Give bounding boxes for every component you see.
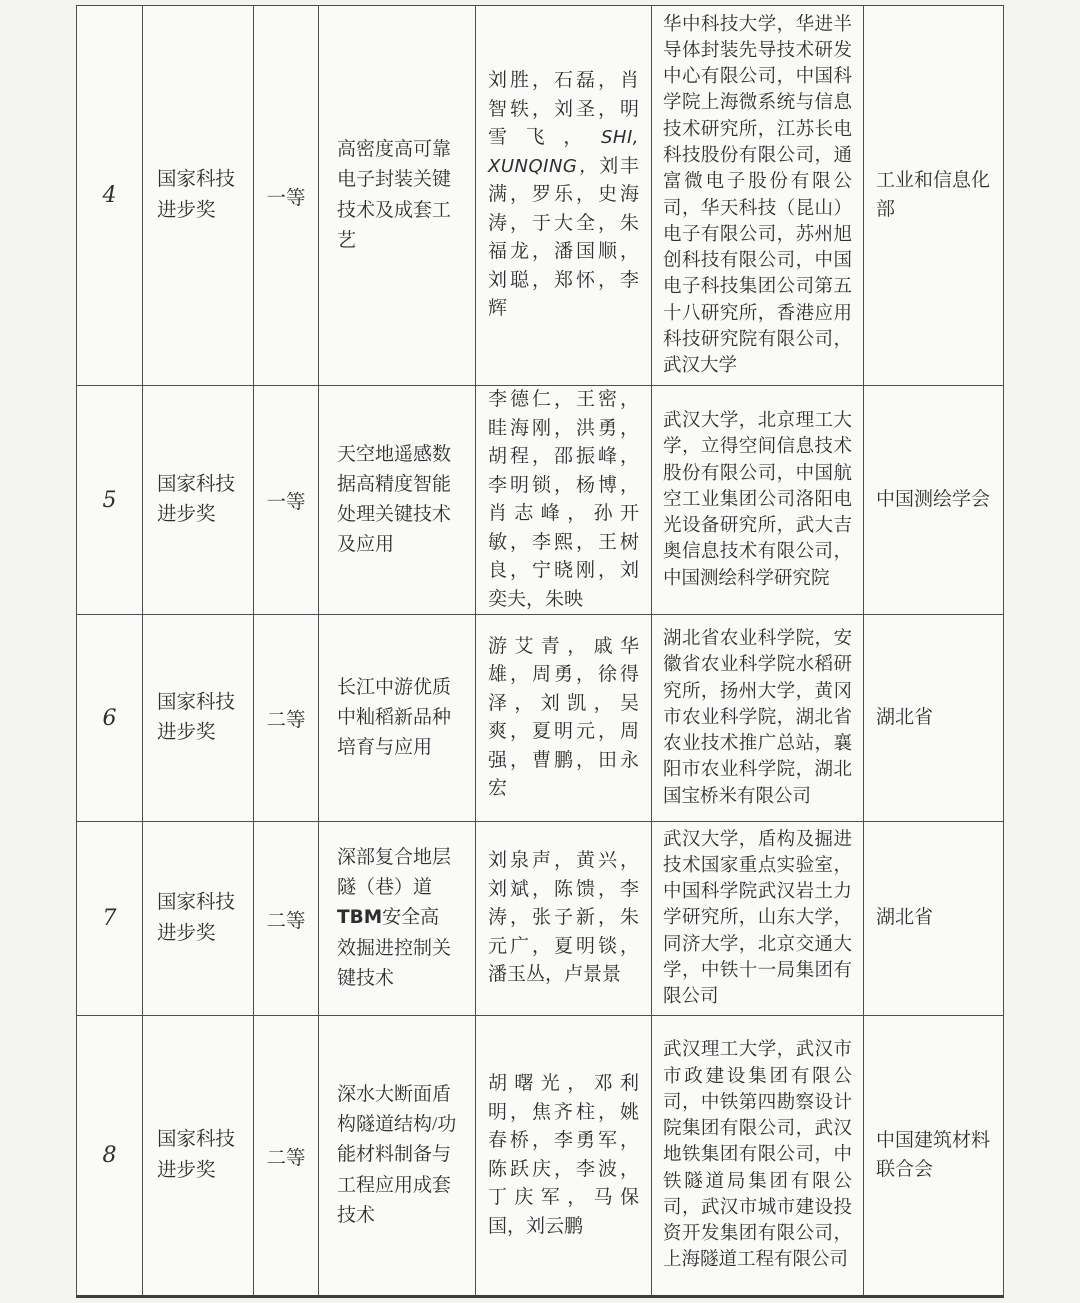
cell-grade [254,6,319,386]
recommender-name: 工业和信息化部 [876,170,991,220]
winner-names-cont: 刘丰满，罗乐，史海涛，于大全，朱福龙，潘国顺，刘聪，郑怀，李辉 [488,155,639,320]
project-title: 天空地遥感数据高精度智能处理关键技术及应用 [337,443,452,556]
cell-winners [476,6,652,386]
cell-project-title [319,386,476,615]
project-title: 深水大断面盾构隧道结构/功能材料制备与工程应用成套技术 [337,1084,457,1226]
cell-winners [476,615,652,822]
table-row [77,6,1004,386]
recommender-name: 中国测绘学会 [876,488,991,510]
winner-names: 刘泉声，黄兴，刘斌，陈馈，李涛，张子新，朱元广，夏明锬，潘玉丛，卢景景 [488,850,639,986]
cell-award-type [143,6,254,386]
project-title: 深部复合地层隧（巷）道 [337,847,452,899]
project-title: 高密度高可靠电子封装关键技术及成套工艺 [337,139,452,251]
cell-winners [476,386,652,615]
award-name: 国家科技进步奖 [157,892,236,944]
cell-grade [254,615,319,822]
organization-names: 武汉理工大学，武汉市市政建设集团有限公司，中铁第四勘察设计院集团有限公司，武汉地铁集团有限公司，中铁隧道局集团有限公司，武汉市城市建设投资开发集团有限公司，上海隧道工程有限公司 [663,1040,852,1271]
winner-names: 游艾青，戚华雄，周勇，徐得泽，刘凯，吴爽，夏明元，周强，曹鹏，田永宏 [488,635,639,799]
cell-project-title [319,6,476,386]
winner-names: 胡曙光，邓利明，焦齐柱，姚春桥，李勇军，陈跃庆，李波，丁庆军，马保国，刘云鹏 [488,1073,639,1237]
cell-award-type [143,1016,254,1297]
project-title: 长江中游优质中籼稻新品种培育与应用 [337,676,452,758]
cell-winners [476,1016,652,1297]
cell-organizations [652,1016,864,1297]
recommender-name: 湖北省 [876,706,934,728]
grade-label: 一等 [266,492,306,513]
cell-award-type [143,386,254,615]
cell-award-type [143,615,254,822]
cell-organizations [652,615,864,822]
cell-organizations [652,386,864,615]
row-number: 4 [102,183,117,208]
table-row [77,615,1004,822]
grade-label: 二等 [266,910,306,932]
cell-grade [254,386,319,615]
table-row [77,386,1004,615]
cell-grade [254,822,319,1016]
cell-no [77,386,143,615]
cell-recommender [864,386,1004,615]
winner-names: 李德仁，王密，眭海刚，洪勇，胡程，邵振峰，李明锁，杨博，肖志峰，孙开敏，李熙，王树良，宁晓刚，刘奕夫，朱映 [488,389,639,610]
cell-recommender [864,1016,1004,1297]
cell-project-title [319,822,476,1016]
winner-names: 刘胜，石磊，肖智轶，刘圣，明雪飞， [488,70,639,149]
award-name: 国家科技进步奖 [157,473,236,525]
cell-award-type [143,822,254,1016]
cell-no [77,822,143,1016]
grade-label: 二等 [266,710,306,731]
organization-names: 华中科技大学，华进半导体封装先导技术研发中心有限公司，中国科学院上海微系统与信息技术研究所，江苏长电科技股份有限公司，通富微电子股份有限公司，华天科技（昆山）电子有限公司，苏州旭创科技有限公司，中国电子科技集团公司第五十八研究所，香港应用科技研究院有限公司，武汉大学 [663,14,852,377]
organization-names: 武汉大学，盾构及掘进技术国家重点实验室，中国科学院武汉岩土力学研究所，山东大学，同济大学，北京交通大学，中铁十一局集团有限公司 [663,829,852,1008]
table-row [77,1016,1004,1297]
project-title-latin: TBM [337,907,383,929]
cell-recommender [864,615,1004,822]
row-number: 6 [102,705,117,731]
cell-organizations [652,6,864,386]
cell-organizations [652,822,864,1016]
grade-label: 一等 [266,187,306,209]
award-name: 国家科技进步奖 [157,1129,236,1181]
cell-grade [254,1016,319,1297]
row-number: 5 [102,487,117,513]
organization-names: 武汉大学，北京理工大学，立得空间信息技术股份有限公司，中国航空工业集团公司洛阳电光设备研究所，武大吉奥信息技术有限公司，中国测绘科学研究院 [663,411,852,589]
cell-no [77,6,143,386]
grade-label: 二等 [266,1147,306,1169]
cell-no [77,1016,143,1297]
cell-recommender [864,822,1004,1016]
recommender-name: 中国建筑材料联合会 [876,1130,991,1180]
award-name: 国家科技进步奖 [157,691,236,743]
cell-no [77,615,143,822]
award-name: 国家科技进步奖 [157,169,236,221]
cell-recommender [864,6,1004,386]
cell-winners [476,822,652,1016]
cell-project-title [319,1016,476,1297]
organization-names: 湖北省农业科学院，安徽省农业科学院水稻研究所，扬州大学，黄冈市农业科学院，湖北省农业技术推广总站，襄阳市农业科学院，湖北国宝桥米有限公司 [663,629,852,807]
row-number: 8 [102,1143,117,1168]
cell-project-title [319,615,476,822]
winner-names-latin: SHI, XUNQING， [488,127,639,177]
recommender-name: 湖北省 [876,907,934,929]
row-number: 7 [102,906,117,931]
table-row [77,822,1004,1016]
project-title-cont: 安全高效掘进控制关键技术 [337,907,452,989]
awards-table [76,5,1004,1298]
